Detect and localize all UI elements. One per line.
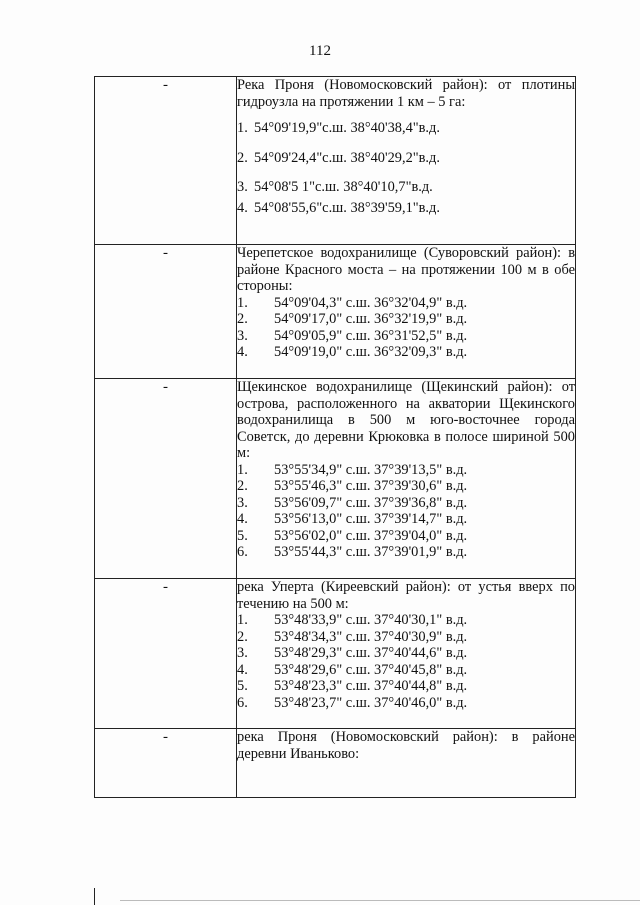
row-content: [237, 379, 576, 579]
coordinate-line: 3. 54°08'5 1"с.ш. 38°40'10,7"в.д.: [237, 179, 433, 195]
row-content: [237, 579, 576, 729]
row-description: река Уперта (Киреевский район): от устья вверх по течению на 500 м:: [237, 579, 575, 612]
coordinate-line: 2. 53°55'46,3" с.ш. 37°39'30,6" в.д.: [237, 478, 468, 494]
coordinate-line: 2. 54°09'24,4"с.ш. 38°40'29,2"в.д.: [237, 149, 440, 166]
row-marker: -: [95, 729, 237, 798]
coordinates-table: [94, 76, 576, 798]
coordinate-line: 4. 54°09'19,0" с.ш. 36°32'09,3" в.д.: [237, 344, 468, 360]
row-description: Черепетское водохранилище (Суворовский район): в районе Красного моста – на протяжении 100 м в обе стороны:: [237, 245, 575, 294]
table-continuation-line: [94, 888, 95, 905]
coordinate-line: 3. 53°48'29,3" с.ш. 37°40'44,6" в.д.: [237, 645, 468, 661]
coordinate-line: 3. 53°56'09,7" с.ш. 37°39'36,8" в.д.: [237, 494, 468, 511]
table-row: [95, 245, 576, 379]
coordinate-line: 1. 54°09'19,9"с.ш. 38°40'38,4"в.д.: [237, 120, 440, 136]
row-description: Река Проня (Новомосковский район): от плотины гидроузла на протяжении 1 км – 5 га:: [237, 77, 575, 110]
coordinate-line: 4. 54°08'55,6"с.ш. 38°39'59,1"в.д.: [237, 199, 440, 216]
coordinate-line: 1. 53°48'33,9" с.ш. 37°40'30,1" в.д.: [237, 612, 468, 628]
row-content: [237, 77, 576, 245]
row-description: Щекинское водохранилище (Щекинский район): от острова, расположенного на акватории Щекинского водохранилища в 500 м юго-восточнее города Советск, до деревни Крюковка в полосе шириной 500 м:: [237, 379, 575, 461]
coordinate-line: 4. 53°56'13,0" с.ш. 37°39'14,7" в.д.: [237, 511, 468, 527]
coordinate-line: 2. 54°09'17,0" с.ш. 36°32'19,9" в.д.: [237, 311, 468, 327]
row-marker: -: [95, 579, 237, 729]
table-row: [95, 77, 576, 245]
row-content: [237, 245, 576, 379]
page-number: 112: [309, 43, 331, 59]
table-row: [95, 579, 576, 729]
table-row: [95, 729, 576, 798]
scan-edge: [120, 900, 640, 901]
row-marker: -: [95, 77, 237, 245]
coordinate-line: 1. 53°55'34,9" с.ш. 37°39'13,5" в.д.: [237, 461, 468, 478]
table-row: [95, 379, 576, 579]
coordinate-line: 4. 53°48'29,6" с.ш. 37°40'45,8" в.д.: [237, 661, 468, 678]
coordinate-line: 2. 53°48'34,3" с.ш. 37°40'30,9" в.д.: [237, 628, 468, 645]
row-marker: -: [95, 379, 237, 579]
coordinate-line: 5. 53°56'02,0" с.ш. 37°39'04,0" в.д.: [237, 527, 468, 544]
coordinate-line: 6. 53°48'23,7" с.ш. 37°40'46,0" в.д.: [237, 694, 468, 711]
row-marker: -: [95, 245, 237, 379]
coordinate-line: 3. 54°09'05,9" с.ш. 36°31'52,5" в.д.: [237, 327, 468, 344]
coordinate-line: 6. 53°55'44,3" с.ш. 37°39'01,9" в.д.: [237, 544, 468, 560]
coordinate-line: 5. 53°48'23,3" с.ш. 37°40'44,8" в.д.: [237, 678, 468, 694]
row-description: река Проня (Новомосковский район): в районе деревни Иваньково:: [237, 729, 575, 762]
coordinate-line: 1. 54°09'04,3" с.ш. 36°32'04,9" в.д.: [237, 294, 468, 311]
row-content: [237, 729, 576, 798]
